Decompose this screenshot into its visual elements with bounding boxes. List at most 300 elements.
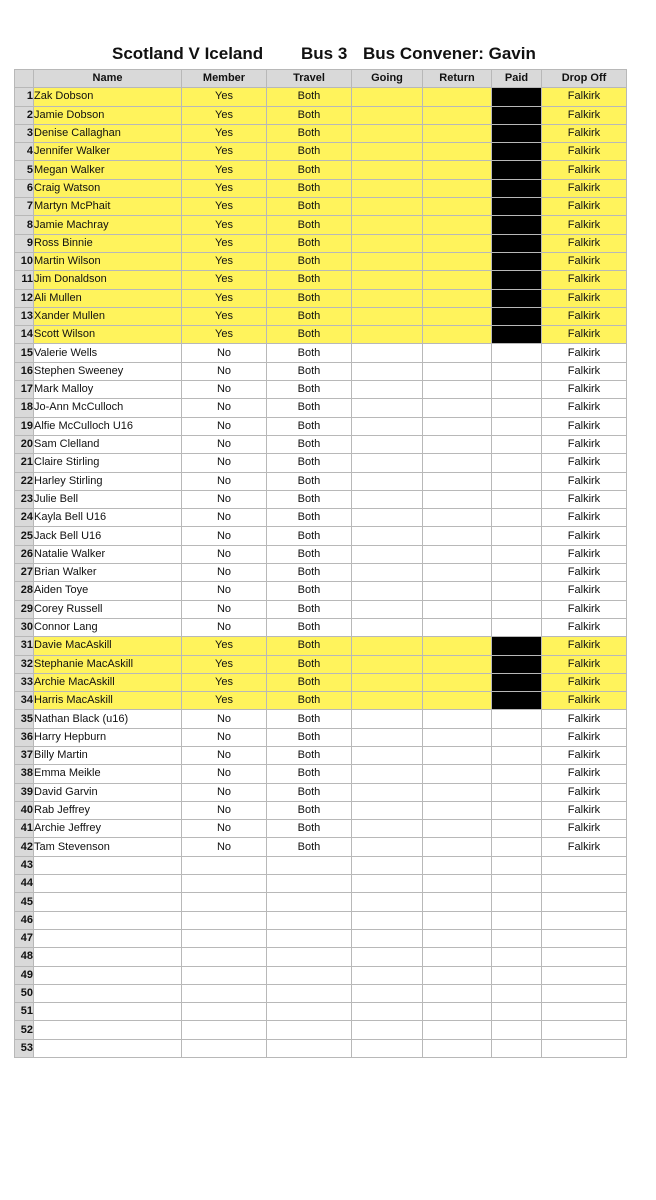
cell-going[interactable] bbox=[352, 746, 423, 764]
cell-name[interactable]: Megan Walker bbox=[34, 161, 182, 179]
cell-return[interactable] bbox=[423, 435, 492, 453]
cell-member[interactable] bbox=[182, 893, 267, 911]
cell-drop-off[interactable]: Falkirk bbox=[542, 545, 627, 563]
cell-paid[interactable] bbox=[492, 179, 542, 197]
cell-name[interactable]: Ali Mullen bbox=[34, 289, 182, 307]
cell-return[interactable] bbox=[423, 765, 492, 783]
cell-drop-off[interactable]: Falkirk bbox=[542, 454, 627, 472]
cell-name[interactable]: Julie Bell bbox=[34, 490, 182, 508]
row-number[interactable]: 24 bbox=[15, 509, 34, 527]
cell-paid[interactable] bbox=[492, 783, 542, 801]
cell-member[interactable]: No bbox=[182, 564, 267, 582]
cell-paid[interactable] bbox=[492, 106, 542, 124]
row-number[interactable]: 36 bbox=[15, 728, 34, 746]
row-number[interactable]: 2 bbox=[15, 106, 34, 124]
row-number[interactable]: 28 bbox=[15, 582, 34, 600]
cell-drop-off[interactable]: Falkirk bbox=[542, 564, 627, 582]
cell-name[interactable] bbox=[34, 875, 182, 893]
row-number[interactable]: 17 bbox=[15, 381, 34, 399]
cell-drop-off[interactable]: Falkirk bbox=[542, 692, 627, 710]
cell-going[interactable] bbox=[352, 234, 423, 252]
cell-member[interactable]: No bbox=[182, 454, 267, 472]
cell-travel[interactable]: Both bbox=[267, 765, 352, 783]
cell-name[interactable]: Jo-Ann McCulloch bbox=[34, 399, 182, 417]
row-number[interactable]: 22 bbox=[15, 472, 34, 490]
cell-paid[interactable] bbox=[492, 307, 542, 325]
cell-paid[interactable] bbox=[492, 966, 542, 984]
cell-paid[interactable] bbox=[492, 1003, 542, 1021]
row-number[interactable]: 15 bbox=[15, 344, 34, 362]
cell-travel[interactable]: Both bbox=[267, 472, 352, 490]
cell-paid[interactable] bbox=[492, 746, 542, 764]
row-number[interactable]: 4 bbox=[15, 143, 34, 161]
cell-member[interactable]: Yes bbox=[182, 179, 267, 197]
cell-member[interactable]: Yes bbox=[182, 88, 267, 106]
cell-going[interactable] bbox=[352, 271, 423, 289]
cell-member[interactable] bbox=[182, 948, 267, 966]
cell-travel[interactable]: Both bbox=[267, 692, 352, 710]
cell-drop-off[interactable]: Falkirk bbox=[542, 216, 627, 234]
cell-going[interactable] bbox=[352, 307, 423, 325]
cell-going[interactable] bbox=[352, 692, 423, 710]
cell-travel[interactable]: Both bbox=[267, 490, 352, 508]
cell-member[interactable]: Yes bbox=[182, 637, 267, 655]
cell-going[interactable] bbox=[352, 838, 423, 856]
cell-travel[interactable] bbox=[267, 948, 352, 966]
cell-travel[interactable] bbox=[267, 984, 352, 1002]
cell-drop-off[interactable]: Falkirk bbox=[542, 435, 627, 453]
cell-travel[interactable]: Both bbox=[267, 801, 352, 819]
cell-return[interactable] bbox=[423, 856, 492, 874]
cell-drop-off[interactable]: Falkirk bbox=[542, 801, 627, 819]
cell-paid[interactable] bbox=[492, 435, 542, 453]
cell-return[interactable] bbox=[423, 1021, 492, 1039]
cell-name[interactable]: Natalie Walker bbox=[34, 545, 182, 563]
cell-going[interactable] bbox=[352, 673, 423, 691]
cell-travel[interactable]: Both bbox=[267, 362, 352, 380]
cell-drop-off[interactable]: Falkirk bbox=[542, 399, 627, 417]
cell-name[interactable]: Jim Donaldson bbox=[34, 271, 182, 289]
cell-member[interactable]: No bbox=[182, 746, 267, 764]
cell-return[interactable] bbox=[423, 234, 492, 252]
row-number[interactable]: 51 bbox=[15, 1003, 34, 1021]
cell-member[interactable] bbox=[182, 966, 267, 984]
row-number[interactable]: 20 bbox=[15, 435, 34, 453]
cell-member[interactable]: No bbox=[182, 838, 267, 856]
cell-paid[interactable] bbox=[492, 490, 542, 508]
cell-name[interactable]: Martyn McPhait bbox=[34, 198, 182, 216]
cell-going[interactable] bbox=[352, 728, 423, 746]
row-number[interactable]: 53 bbox=[15, 1039, 34, 1057]
cell-going[interactable] bbox=[352, 252, 423, 270]
cell-return[interactable] bbox=[423, 618, 492, 636]
cell-drop-off[interactable]: Falkirk bbox=[542, 124, 627, 142]
cell-going[interactable] bbox=[352, 344, 423, 362]
cell-member[interactable]: Yes bbox=[182, 216, 267, 234]
cell-drop-off[interactable]: Falkirk bbox=[542, 582, 627, 600]
cell-travel[interactable] bbox=[267, 1039, 352, 1057]
row-number[interactable]: 21 bbox=[15, 454, 34, 472]
cell-drop-off[interactable]: Falkirk bbox=[542, 509, 627, 527]
cell-drop-off[interactable]: Falkirk bbox=[542, 143, 627, 161]
corner-cell[interactable] bbox=[15, 70, 34, 88]
cell-name[interactable]: Denise Callaghan bbox=[34, 124, 182, 142]
cell-travel[interactable]: Both bbox=[267, 655, 352, 673]
cell-name[interactable]: Archie MacAskill bbox=[34, 673, 182, 691]
cell-travel[interactable]: Both bbox=[267, 289, 352, 307]
cell-paid[interactable] bbox=[492, 929, 542, 947]
cell-travel[interactable]: Both bbox=[267, 545, 352, 563]
cell-travel[interactable]: Both bbox=[267, 326, 352, 344]
cell-paid[interactable] bbox=[492, 124, 542, 142]
cell-return[interactable] bbox=[423, 344, 492, 362]
cell-travel[interactable]: Both bbox=[267, 417, 352, 435]
cell-paid[interactable] bbox=[492, 765, 542, 783]
cell-member[interactable]: Yes bbox=[182, 252, 267, 270]
cell-return[interactable] bbox=[423, 966, 492, 984]
cell-drop-off[interactable] bbox=[542, 966, 627, 984]
cell-paid[interactable] bbox=[492, 509, 542, 527]
cell-return[interactable] bbox=[423, 161, 492, 179]
cell-travel[interactable]: Both bbox=[267, 271, 352, 289]
cell-paid[interactable] bbox=[492, 234, 542, 252]
cell-return[interactable] bbox=[423, 198, 492, 216]
row-number[interactable]: 49 bbox=[15, 966, 34, 984]
cell-return[interactable] bbox=[423, 564, 492, 582]
row-number[interactable]: 43 bbox=[15, 856, 34, 874]
row-number[interactable]: 12 bbox=[15, 289, 34, 307]
cell-paid[interactable] bbox=[492, 600, 542, 618]
cell-name[interactable]: Kayla Bell U16 bbox=[34, 509, 182, 527]
cell-name[interactable]: Jamie Machray bbox=[34, 216, 182, 234]
cell-return[interactable] bbox=[423, 1003, 492, 1021]
cell-going[interactable] bbox=[352, 490, 423, 508]
cell-travel[interactable]: Both bbox=[267, 783, 352, 801]
cell-travel[interactable]: Both bbox=[267, 454, 352, 472]
cell-member[interactable]: Yes bbox=[182, 143, 267, 161]
row-number[interactable]: 11 bbox=[15, 271, 34, 289]
cell-member[interactable]: No bbox=[182, 344, 267, 362]
cell-member[interactable]: Yes bbox=[182, 234, 267, 252]
cell-return[interactable] bbox=[423, 655, 492, 673]
cell-return[interactable] bbox=[423, 545, 492, 563]
cell-return[interactable] bbox=[423, 948, 492, 966]
cell-paid[interactable] bbox=[492, 673, 542, 691]
cell-paid[interactable] bbox=[492, 399, 542, 417]
row-number[interactable]: 19 bbox=[15, 417, 34, 435]
cell-return[interactable] bbox=[423, 527, 492, 545]
cell-going[interactable] bbox=[352, 618, 423, 636]
cell-return[interactable] bbox=[423, 472, 492, 490]
column-header-name[interactable]: Name bbox=[34, 70, 182, 88]
cell-drop-off[interactable]: Falkirk bbox=[542, 88, 627, 106]
cell-paid[interactable] bbox=[492, 637, 542, 655]
cell-return[interactable] bbox=[423, 88, 492, 106]
cell-member[interactable]: Yes bbox=[182, 124, 267, 142]
cell-name[interactable]: Rab Jeffrey bbox=[34, 801, 182, 819]
cell-paid[interactable] bbox=[492, 893, 542, 911]
cell-name[interactable]: Ross Binnie bbox=[34, 234, 182, 252]
cell-paid[interactable] bbox=[492, 1039, 542, 1057]
cell-drop-off[interactable] bbox=[542, 856, 627, 874]
cell-travel[interactable]: Both bbox=[267, 124, 352, 142]
cell-going[interactable] bbox=[352, 911, 423, 929]
cell-going[interactable] bbox=[352, 1039, 423, 1057]
row-number[interactable]: 44 bbox=[15, 875, 34, 893]
cell-drop-off[interactable] bbox=[542, 911, 627, 929]
cell-paid[interactable] bbox=[492, 875, 542, 893]
cell-return[interactable] bbox=[423, 600, 492, 618]
cell-going[interactable] bbox=[352, 362, 423, 380]
cell-going[interactable] bbox=[352, 161, 423, 179]
cell-travel[interactable] bbox=[267, 966, 352, 984]
row-number[interactable]: 1 bbox=[15, 88, 34, 106]
cell-travel[interactable]: Both bbox=[267, 673, 352, 691]
cell-travel[interactable]: Both bbox=[267, 198, 352, 216]
cell-member[interactable] bbox=[182, 911, 267, 929]
row-number[interactable]: 5 bbox=[15, 161, 34, 179]
row-number[interactable]: 40 bbox=[15, 801, 34, 819]
cell-paid[interactable] bbox=[492, 728, 542, 746]
cell-drop-off[interactable] bbox=[542, 1039, 627, 1057]
cell-drop-off[interactable]: Falkirk bbox=[542, 490, 627, 508]
row-number[interactable]: 35 bbox=[15, 710, 34, 728]
cell-drop-off[interactable]: Falkirk bbox=[542, 710, 627, 728]
cell-drop-off[interactable] bbox=[542, 1003, 627, 1021]
cell-return[interactable] bbox=[423, 783, 492, 801]
row-number[interactable]: 32 bbox=[15, 655, 34, 673]
row-number[interactable]: 8 bbox=[15, 216, 34, 234]
cell-member[interactable]: Yes bbox=[182, 692, 267, 710]
row-number[interactable]: 14 bbox=[15, 326, 34, 344]
cell-member[interactable]: No bbox=[182, 490, 267, 508]
cell-drop-off[interactable]: Falkirk bbox=[542, 637, 627, 655]
cell-going[interactable] bbox=[352, 765, 423, 783]
cell-drop-off[interactable]: Falkirk bbox=[542, 106, 627, 124]
cell-travel[interactable]: Both bbox=[267, 820, 352, 838]
cell-member[interactable]: No bbox=[182, 399, 267, 417]
cell-name[interactable]: Martin Wilson bbox=[34, 252, 182, 270]
cell-drop-off[interactable]: Falkirk bbox=[542, 326, 627, 344]
cell-member[interactable]: No bbox=[182, 381, 267, 399]
row-number[interactable]: 30 bbox=[15, 618, 34, 636]
cell-drop-off[interactable]: Falkirk bbox=[542, 252, 627, 270]
cell-drop-off[interactable]: Falkirk bbox=[542, 838, 627, 856]
cell-paid[interactable] bbox=[492, 527, 542, 545]
cell-travel[interactable]: Both bbox=[267, 728, 352, 746]
cell-travel[interactable] bbox=[267, 875, 352, 893]
cell-drop-off[interactable]: Falkirk bbox=[542, 161, 627, 179]
cell-member[interactable]: No bbox=[182, 435, 267, 453]
cell-name[interactable] bbox=[34, 856, 182, 874]
cell-return[interactable] bbox=[423, 673, 492, 691]
cell-member[interactable] bbox=[182, 1039, 267, 1057]
cell-name[interactable]: Harris MacAskill bbox=[34, 692, 182, 710]
cell-name[interactable]: Valerie Wells bbox=[34, 344, 182, 362]
cell-return[interactable] bbox=[423, 179, 492, 197]
cell-name[interactable]: Corey Russell bbox=[34, 600, 182, 618]
row-number[interactable]: 9 bbox=[15, 234, 34, 252]
row-number[interactable]: 45 bbox=[15, 893, 34, 911]
cell-paid[interactable] bbox=[492, 216, 542, 234]
cell-drop-off[interactable]: Falkirk bbox=[542, 783, 627, 801]
cell-paid[interactable] bbox=[492, 710, 542, 728]
row-number[interactable]: 37 bbox=[15, 746, 34, 764]
cell-going[interactable] bbox=[352, 929, 423, 947]
cell-return[interactable] bbox=[423, 637, 492, 655]
cell-member[interactable]: Yes bbox=[182, 655, 267, 673]
cell-return[interactable] bbox=[423, 801, 492, 819]
cell-drop-off[interactable]: Falkirk bbox=[542, 673, 627, 691]
column-header-going[interactable]: Going bbox=[352, 70, 423, 88]
cell-going[interactable] bbox=[352, 948, 423, 966]
cell-return[interactable] bbox=[423, 893, 492, 911]
row-number[interactable]: 34 bbox=[15, 692, 34, 710]
cell-return[interactable] bbox=[423, 728, 492, 746]
cell-paid[interactable] bbox=[492, 856, 542, 874]
cell-name[interactable]: Jennifer Walker bbox=[34, 143, 182, 161]
cell-going[interactable] bbox=[352, 582, 423, 600]
cell-name[interactable]: Zak Dobson bbox=[34, 88, 182, 106]
cell-paid[interactable] bbox=[492, 911, 542, 929]
cell-travel[interactable]: Both bbox=[267, 509, 352, 527]
cell-paid[interactable] bbox=[492, 1021, 542, 1039]
row-number[interactable]: 29 bbox=[15, 600, 34, 618]
cell-name[interactable]: Xander Mullen bbox=[34, 307, 182, 325]
cell-member[interactable]: Yes bbox=[182, 307, 267, 325]
row-number[interactable]: 18 bbox=[15, 399, 34, 417]
cell-travel[interactable] bbox=[267, 1021, 352, 1039]
cell-travel[interactable]: Both bbox=[267, 216, 352, 234]
cell-name[interactable]: Mark Malloy bbox=[34, 381, 182, 399]
cell-travel[interactable]: Both bbox=[267, 746, 352, 764]
row-number[interactable]: 7 bbox=[15, 198, 34, 216]
cell-member[interactable]: No bbox=[182, 417, 267, 435]
row-number[interactable]: 47 bbox=[15, 929, 34, 947]
cell-return[interactable] bbox=[423, 746, 492, 764]
cell-travel[interactable]: Both bbox=[267, 88, 352, 106]
cell-drop-off[interactable]: Falkirk bbox=[542, 527, 627, 545]
cell-return[interactable] bbox=[423, 289, 492, 307]
row-number[interactable]: 3 bbox=[15, 124, 34, 142]
cell-return[interactable] bbox=[423, 710, 492, 728]
cell-going[interactable] bbox=[352, 1003, 423, 1021]
cell-return[interactable] bbox=[423, 820, 492, 838]
cell-member[interactable]: Yes bbox=[182, 271, 267, 289]
row-number[interactable]: 10 bbox=[15, 252, 34, 270]
cell-going[interactable] bbox=[352, 820, 423, 838]
cell-drop-off[interactable] bbox=[542, 984, 627, 1002]
cell-paid[interactable] bbox=[492, 472, 542, 490]
cell-travel[interactable]: Both bbox=[267, 234, 352, 252]
cell-name[interactable]: Billy Martin bbox=[34, 746, 182, 764]
cell-member[interactable]: Yes bbox=[182, 326, 267, 344]
cell-name[interactable]: Jack Bell U16 bbox=[34, 527, 182, 545]
cell-member[interactable]: No bbox=[182, 728, 267, 746]
cell-going[interactable] bbox=[352, 381, 423, 399]
cell-name[interactable]: Scott Wilson bbox=[34, 326, 182, 344]
cell-paid[interactable] bbox=[492, 564, 542, 582]
cell-drop-off[interactable]: Falkirk bbox=[542, 344, 627, 362]
cell-return[interactable] bbox=[423, 362, 492, 380]
cell-going[interactable] bbox=[352, 143, 423, 161]
cell-going[interactable] bbox=[352, 527, 423, 545]
cell-return[interactable] bbox=[423, 326, 492, 344]
cell-member[interactable] bbox=[182, 875, 267, 893]
cell-drop-off[interactable]: Falkirk bbox=[542, 234, 627, 252]
cell-paid[interactable] bbox=[492, 326, 542, 344]
cell-name[interactable] bbox=[34, 929, 182, 947]
cell-travel[interactable] bbox=[267, 856, 352, 874]
column-header-return[interactable]: Return bbox=[423, 70, 492, 88]
cell-drop-off[interactable]: Falkirk bbox=[542, 600, 627, 618]
cell-member[interactable] bbox=[182, 856, 267, 874]
cell-paid[interactable] bbox=[492, 88, 542, 106]
cell-name[interactable]: Davie MacAskill bbox=[34, 637, 182, 655]
cell-paid[interactable] bbox=[492, 143, 542, 161]
cell-going[interactable] bbox=[352, 637, 423, 655]
row-number[interactable]: 6 bbox=[15, 179, 34, 197]
cell-return[interactable] bbox=[423, 381, 492, 399]
cell-drop-off[interactable]: Falkirk bbox=[542, 307, 627, 325]
cell-travel[interactable]: Both bbox=[267, 618, 352, 636]
cell-member[interactable]: No bbox=[182, 362, 267, 380]
cell-travel[interactable] bbox=[267, 911, 352, 929]
cell-member[interactable]: Yes bbox=[182, 161, 267, 179]
cell-return[interactable] bbox=[423, 399, 492, 417]
cell-name[interactable]: Archie Jeffrey bbox=[34, 820, 182, 838]
row-number[interactable]: 23 bbox=[15, 490, 34, 508]
cell-going[interactable] bbox=[352, 801, 423, 819]
cell-going[interactable] bbox=[352, 472, 423, 490]
cell-going[interactable] bbox=[352, 875, 423, 893]
cell-return[interactable] bbox=[423, 929, 492, 947]
cell-paid[interactable] bbox=[492, 801, 542, 819]
row-number[interactable]: 13 bbox=[15, 307, 34, 325]
cell-drop-off[interactable]: Falkirk bbox=[542, 728, 627, 746]
row-number[interactable]: 50 bbox=[15, 984, 34, 1002]
cell-return[interactable] bbox=[423, 124, 492, 142]
cell-paid[interactable] bbox=[492, 692, 542, 710]
cell-paid[interactable] bbox=[492, 381, 542, 399]
row-number[interactable]: 27 bbox=[15, 564, 34, 582]
cell-going[interactable] bbox=[352, 509, 423, 527]
cell-paid[interactable] bbox=[492, 417, 542, 435]
cell-member[interactable]: No bbox=[182, 820, 267, 838]
cell-member[interactable]: No bbox=[182, 710, 267, 728]
cell-going[interactable] bbox=[352, 564, 423, 582]
cell-return[interactable] bbox=[423, 838, 492, 856]
cell-travel[interactable]: Both bbox=[267, 307, 352, 325]
cell-member[interactable] bbox=[182, 1021, 267, 1039]
cell-travel[interactable] bbox=[267, 1003, 352, 1021]
cell-member[interactable]: No bbox=[182, 801, 267, 819]
cell-name[interactable]: David Garvin bbox=[34, 783, 182, 801]
row-number[interactable]: 25 bbox=[15, 527, 34, 545]
cell-member[interactable]: No bbox=[182, 472, 267, 490]
cell-travel[interactable]: Both bbox=[267, 161, 352, 179]
cell-name[interactable]: Tam Stevenson bbox=[34, 838, 182, 856]
cell-return[interactable] bbox=[423, 1039, 492, 1057]
cell-return[interactable] bbox=[423, 875, 492, 893]
row-number[interactable]: 39 bbox=[15, 783, 34, 801]
cell-going[interactable] bbox=[352, 655, 423, 673]
cell-paid[interactable] bbox=[492, 454, 542, 472]
cell-member[interactable]: No bbox=[182, 527, 267, 545]
cell-drop-off[interactable] bbox=[542, 929, 627, 947]
column-header-member[interactable]: Member bbox=[182, 70, 267, 88]
cell-travel[interactable]: Both bbox=[267, 637, 352, 655]
